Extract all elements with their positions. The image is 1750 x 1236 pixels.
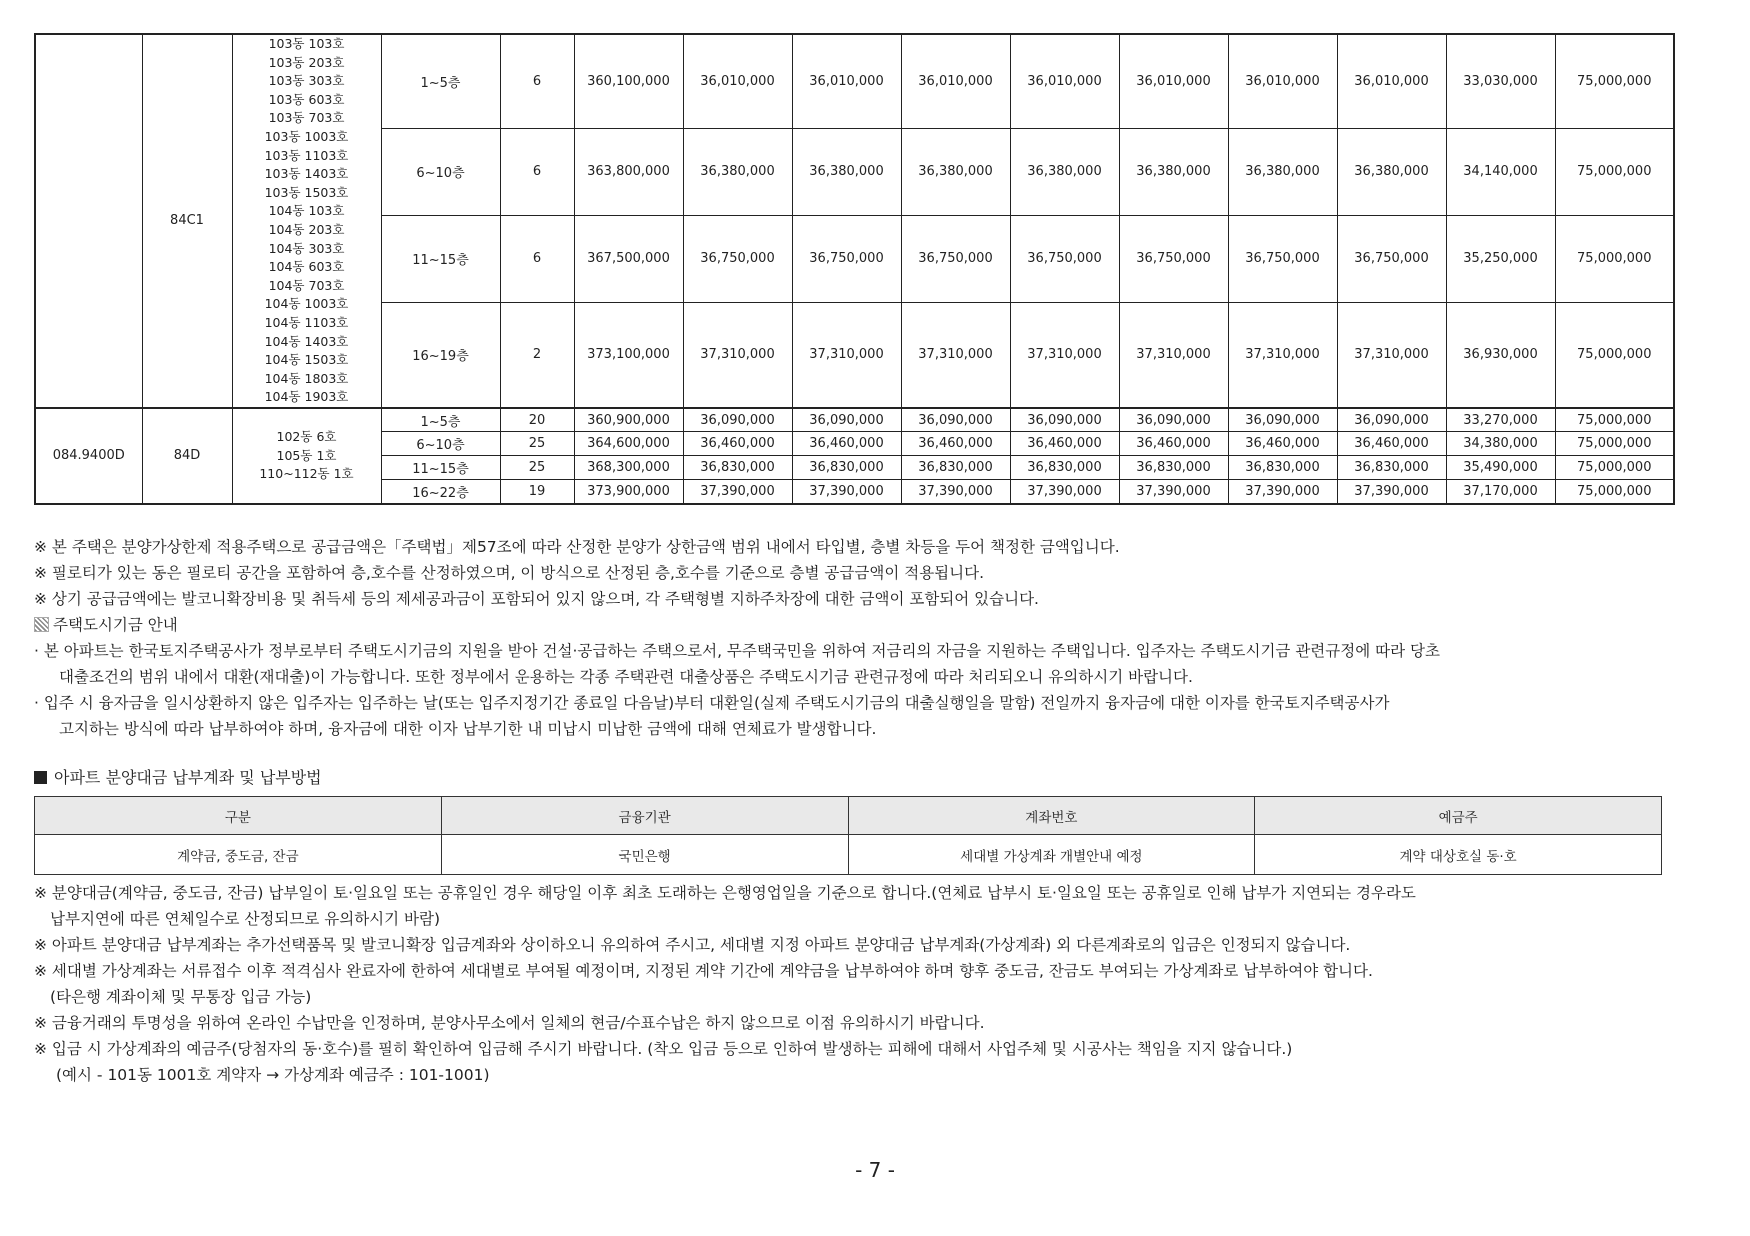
price-cell: 75,000,000 <box>1555 302 1674 408</box>
unit-label: 103동 103호 <box>268 36 345 51</box>
unit-label: 104동 303호 <box>268 240 345 256</box>
unit-label: 103동 303호 <box>268 73 345 89</box>
price-cell: 75,000,000 <box>1555 129 1674 216</box>
price-cell: 37,390,000 <box>1337 480 1446 504</box>
price-cell: 37,310,000 <box>1119 302 1228 408</box>
price-cell: 36,830,000 <box>683 456 792 480</box>
note-line: ※ 분양대금(계약금, 중도금, 잔금) 납부일이 토·일요일 또는 공휴일인 경우 해당일 이후 최초 도래하는 은행영업일을 기준으로 합니다.(연체료 납부시 토·일요일 또는 공휴일로 인해 납부가 지연되는 경우라도 <box>34 884 1416 902</box>
price-cell: 37,310,000 <box>792 302 901 408</box>
floor-range-cell: 1~5층 <box>381 408 500 432</box>
price-cell: 36,010,000 <box>1010 34 1119 129</box>
header-cell: 금융기관 <box>441 797 848 835</box>
price-cell: 75,000,000 <box>1555 480 1674 504</box>
account-section-heading <box>34 765 322 788</box>
unit-label: 103동 603호 <box>268 91 345 107</box>
price-cell: 36,460,000 <box>683 432 792 456</box>
unit-label: 105동 1호 <box>276 447 337 463</box>
unit-label: 104동 1403호 <box>264 333 349 349</box>
price-cell: 37,310,000 <box>683 302 792 408</box>
price-cell: 36,380,000 <box>1228 129 1337 216</box>
note-line: ※ 본 주택은 분양가상한제 적용주택으로 공급금액은「주택법」제57조에 따라 산정한 분양가 상한금액 범위 내에서 타입별, 층별 차등을 두어 책정한 금액입니다. <box>34 538 1120 556</box>
table-cell: 세대별 가상계좌 개별안내 예정 <box>848 835 1255 875</box>
unit-count-cell: 6 <box>500 129 574 216</box>
table-row <box>35 34 1674 129</box>
price-cell: 75,000,000 <box>1555 215 1674 302</box>
price-cell: 36,830,000 <box>1228 456 1337 480</box>
unit-label: 103동 1503호 <box>264 184 349 200</box>
account-table <box>34 796 1662 875</box>
price-cell: 37,310,000 <box>1010 302 1119 408</box>
price-cell: 367,500,000 <box>574 215 683 302</box>
price-cell: 36,830,000 <box>792 456 901 480</box>
unit-label: 104동 603호 <box>268 259 345 275</box>
price-cell: 37,310,000 <box>1337 302 1446 408</box>
supply-notes <box>34 534 1684 742</box>
price-cell: 36,460,000 <box>1337 432 1446 456</box>
price-cell: 36,750,000 <box>792 215 901 302</box>
note-line: ※ 금융거래의 투명성을 위하여 온라인 수납만을 인정하며, 분양사무소에서 일체의 현금/수표수납은 하지 않으므로 이점 유의하시기 바랍니다. <box>34 1014 985 1032</box>
unit-label: 103동 203호 <box>268 54 345 70</box>
price-cell: 36,830,000 <box>1010 456 1119 480</box>
price-cell: 36,090,000 <box>1119 408 1228 432</box>
unit-count-cell: 6 <box>500 34 574 129</box>
price-cell: 36,460,000 <box>792 432 901 456</box>
hatch-bullet-icon <box>34 617 49 632</box>
price-cell: 36,750,000 <box>901 215 1010 302</box>
square-bullet-icon <box>34 771 47 784</box>
price-cell: 36,090,000 <box>792 408 901 432</box>
model-cell <box>35 34 142 408</box>
price-cell: 33,270,000 <box>1446 408 1555 432</box>
price-cell: 36,090,000 <box>1337 408 1446 432</box>
price-cell: 36,090,000 <box>683 408 792 432</box>
price-cell: 36,090,000 <box>1228 408 1337 432</box>
price-cell: 36,750,000 <box>1337 215 1446 302</box>
floor-range-cell: 1~5층 <box>381 34 500 129</box>
price-cell: 75,000,000 <box>1555 432 1674 456</box>
unit-label: 103동 703호 <box>268 110 345 126</box>
note-line: ※ 세대별 가상계좌는 서류접수 이후 적격심사 완료자에 한하여 세대별로 부여될 예정이며, 지정된 계약 기간에 계약금을 납부하여야 하며 향후 중도금, 잔금도 부여되는 가상계좌로 납부하여야 합니다. <box>34 962 1373 980</box>
unit-label: 104동 1903호 <box>264 389 349 405</box>
page-number: - 7 - <box>855 1158 895 1182</box>
unit-count-cell: 19 <box>500 480 574 504</box>
fund-line: · 본 아파트는 한국토지주택공사가 정부로부터 주택도시기금의 지원을 받아 건설·공급하는 주택으로서, 무주택국민을 위하여 저금리의 자금을 지원하는 주택입니다. 입주자는 주택도시기금 관련규정에 따라 당초 <box>34 642 1440 660</box>
price-cell: 34,380,000 <box>1446 432 1555 456</box>
note-line: 납부지연에 따른 연체일수로 산정되므로 유의하시기 바람) <box>50 910 441 928</box>
floor-range-cell: 6~10층 <box>381 432 500 456</box>
supply-price-table <box>34 33 1675 505</box>
price-cell: 364,600,000 <box>574 432 683 456</box>
price-cell: 36,010,000 <box>1337 34 1446 129</box>
price-cell: 36,750,000 <box>1228 215 1337 302</box>
floor-range-cell: 6~10층 <box>381 129 500 216</box>
unit-count-cell: 25 <box>500 456 574 480</box>
unit-label: 104동 1503호 <box>264 352 349 368</box>
note-line: (예시 - 101동 1001호 계약자 → 가상계좌 예금주 : 101-1001) <box>56 1066 490 1084</box>
note-line: ※ 상기 공급금액에는 발코니확장비용 및 취득세 등의 제세공과금이 포함되어 있지 않으며, 각 주택형별 지하주차장에 대한 금액이 포함되어 있습니다. <box>34 590 1039 608</box>
price-cell: 36,090,000 <box>901 408 1010 432</box>
header-cell: 구분 <box>35 797 442 835</box>
note-line: ※ 필로티가 있는 동은 필로티 공간을 포함하여 층,호수를 산정하였으며, 이 방식으로 산정된 층,호수를 기준으로 층별 공급금액이 적용됩니다. <box>34 564 985 582</box>
price-cell: 37,390,000 <box>792 480 901 504</box>
account-table-header <box>35 797 1662 835</box>
unit-label: 104동 1803호 <box>264 370 349 386</box>
price-cell: 373,100,000 <box>574 302 683 408</box>
price-cell: 36,010,000 <box>792 34 901 129</box>
house-type-cell: 84D <box>142 408 232 504</box>
unit-list-cell <box>232 408 381 504</box>
price-cell: 360,100,000 <box>574 34 683 129</box>
price-cell: 36,010,000 <box>1119 34 1228 129</box>
price-cell: 36,460,000 <box>1010 432 1119 456</box>
price-cell: 36,830,000 <box>901 456 1010 480</box>
price-group-84c1 <box>35 34 1674 408</box>
unit-count-cell: 2 <box>500 302 574 408</box>
note-line: ※ 입금 시 가상계좌의 예금주(당첨자의 동·호수)를 필히 확인하여 입금해 주시기 바랍니다. (착오 입금 등으로 인하여 발생하는 피해에 대해서 사업주체 및 시공사는 책임을 지지 않습니다.) <box>34 1040 1293 1058</box>
price-cell: 36,750,000 <box>683 215 792 302</box>
price-cell: 37,390,000 <box>1010 480 1119 504</box>
price-cell: 36,010,000 <box>901 34 1010 129</box>
unit-count-cell: 6 <box>500 215 574 302</box>
price-cell: 36,460,000 <box>901 432 1010 456</box>
unit-label: 104동 1003호 <box>264 296 349 312</box>
price-cell: 363,800,000 <box>574 129 683 216</box>
unit-list-cell <box>232 34 381 408</box>
price-cell: 35,250,000 <box>1446 215 1555 302</box>
table-cell: 국민은행 <box>441 835 848 875</box>
price-cell: 36,380,000 <box>792 129 901 216</box>
price-cell: 37,170,000 <box>1446 480 1555 504</box>
unit-count-cell: 25 <box>500 432 574 456</box>
unit-label: 104동 103호 <box>268 203 345 219</box>
price-cell: 37,390,000 <box>683 480 792 504</box>
fund-line: 대출조건의 범위 내에서 대환(재대출)이 가능합니다. 또한 정부에서 운용하는 각종 주택관련 대출상품은 주택도시기금 관련규정에 따라 처리되오니 유의하시기 바랍니다. <box>59 668 1193 686</box>
price-cell: 36,010,000 <box>683 34 792 129</box>
price-cell: 37,390,000 <box>1228 480 1337 504</box>
price-cell: 33,030,000 <box>1446 34 1555 129</box>
account-heading-text: 아파트 분양대금 납부계좌 및 납부방법 <box>54 768 322 787</box>
price-cell: 36,380,000 <box>1337 129 1446 216</box>
header-cell: 예금주 <box>1255 797 1662 835</box>
price-cell: 36,460,000 <box>1228 432 1337 456</box>
header-cell: 계좌번호 <box>848 797 1255 835</box>
price-cell: 36,830,000 <box>1337 456 1446 480</box>
price-cell: 36,380,000 <box>1119 129 1228 216</box>
floor-range-cell: 16~22층 <box>381 480 500 504</box>
floor-range-cell: 11~15층 <box>381 456 500 480</box>
unit-count-cell: 20 <box>500 408 574 432</box>
fund-title-text: 주택도시기금 안내 <box>53 616 178 634</box>
price-group-84d <box>35 408 1674 504</box>
price-cell: 36,830,000 <box>1119 456 1228 480</box>
unit-label: 103동 1103호 <box>264 147 349 163</box>
unit-label: 102동 6호 <box>276 428 337 444</box>
price-cell: 360,900,000 <box>574 408 683 432</box>
note-line: (타은행 계좌이체 및 무통장 입금 가능) <box>50 988 312 1006</box>
price-cell: 36,380,000 <box>1010 129 1119 216</box>
price-cell: 36,750,000 <box>1010 215 1119 302</box>
unit-label: 104동 1103호 <box>264 314 349 330</box>
table-cell: 계약 대상호실 동·호 <box>1255 835 1662 875</box>
floor-range-cell: 16~19층 <box>381 302 500 408</box>
price-cell: 37,390,000 <box>901 480 1010 504</box>
price-cell: 75,000,000 <box>1555 456 1674 480</box>
unit-label: 103동 1003호 <box>264 128 349 144</box>
floor-range-cell: 11~15층 <box>381 215 500 302</box>
price-cell: 36,460,000 <box>1119 432 1228 456</box>
house-type-cell: 84C1 <box>142 34 232 408</box>
table-cell: 계약금, 중도금, 잔금 <box>35 835 442 875</box>
price-cell: 37,310,000 <box>901 302 1010 408</box>
unit-label: 110~112동 1호 <box>259 466 354 482</box>
price-cell: 75,000,000 <box>1555 408 1674 432</box>
price-cell: 37,310,000 <box>1228 302 1337 408</box>
fund-line: · 입주 시 융자금을 일시상환하지 않은 입주자는 입주하는 날(또는 입주지정기간 종료일 다음날)부터 대환일(실제 주택도시기금의 대출실행일을 말함) 전일까지 융자금에 대한 이자를 한국토지주택공사가 <box>34 694 1390 712</box>
price-cell: 35,490,000 <box>1446 456 1555 480</box>
fund-line: 고지하는 방식에 따라 납부하여야 하며, 융자금에 대한 이자 납부기한 내 미납시 미납한 금액에 대해 연체료가 발생합니다. <box>59 720 877 738</box>
note-line: ※ 아파트 분양대금 납부계좌는 추가선택품목 및 발코니확장 입금계좌와 상이하오니 유의하여 주시고, 세대별 지정 아파트 분양대금 납부계좌(가상계좌) 외 다른계좌로의 입금은 인정되지 않습니다. <box>34 936 1351 954</box>
payment-notes <box>34 880 1684 1088</box>
unit-label: 104동 703호 <box>268 277 345 293</box>
fund-title <box>34 612 1684 638</box>
table-row <box>35 408 1674 432</box>
price-cell: 36,380,000 <box>901 129 1010 216</box>
price-cell: 36,750,000 <box>1119 215 1228 302</box>
price-cell: 34,140,000 <box>1446 129 1555 216</box>
price-cell: 36,930,000 <box>1446 302 1555 408</box>
price-cell: 75,000,000 <box>1555 34 1674 129</box>
unit-label: 103동 1403호 <box>264 166 349 182</box>
price-cell: 37,390,000 <box>1119 480 1228 504</box>
price-cell: 36,380,000 <box>683 129 792 216</box>
price-cell: 36,010,000 <box>1228 34 1337 129</box>
price-cell: 368,300,000 <box>574 456 683 480</box>
unit-label: 104동 203호 <box>268 221 345 237</box>
price-cell: 36,090,000 <box>1010 408 1119 432</box>
account-table-row <box>35 835 1662 875</box>
model-cell: 084.9400D <box>35 408 142 504</box>
price-cell: 373,900,000 <box>574 480 683 504</box>
